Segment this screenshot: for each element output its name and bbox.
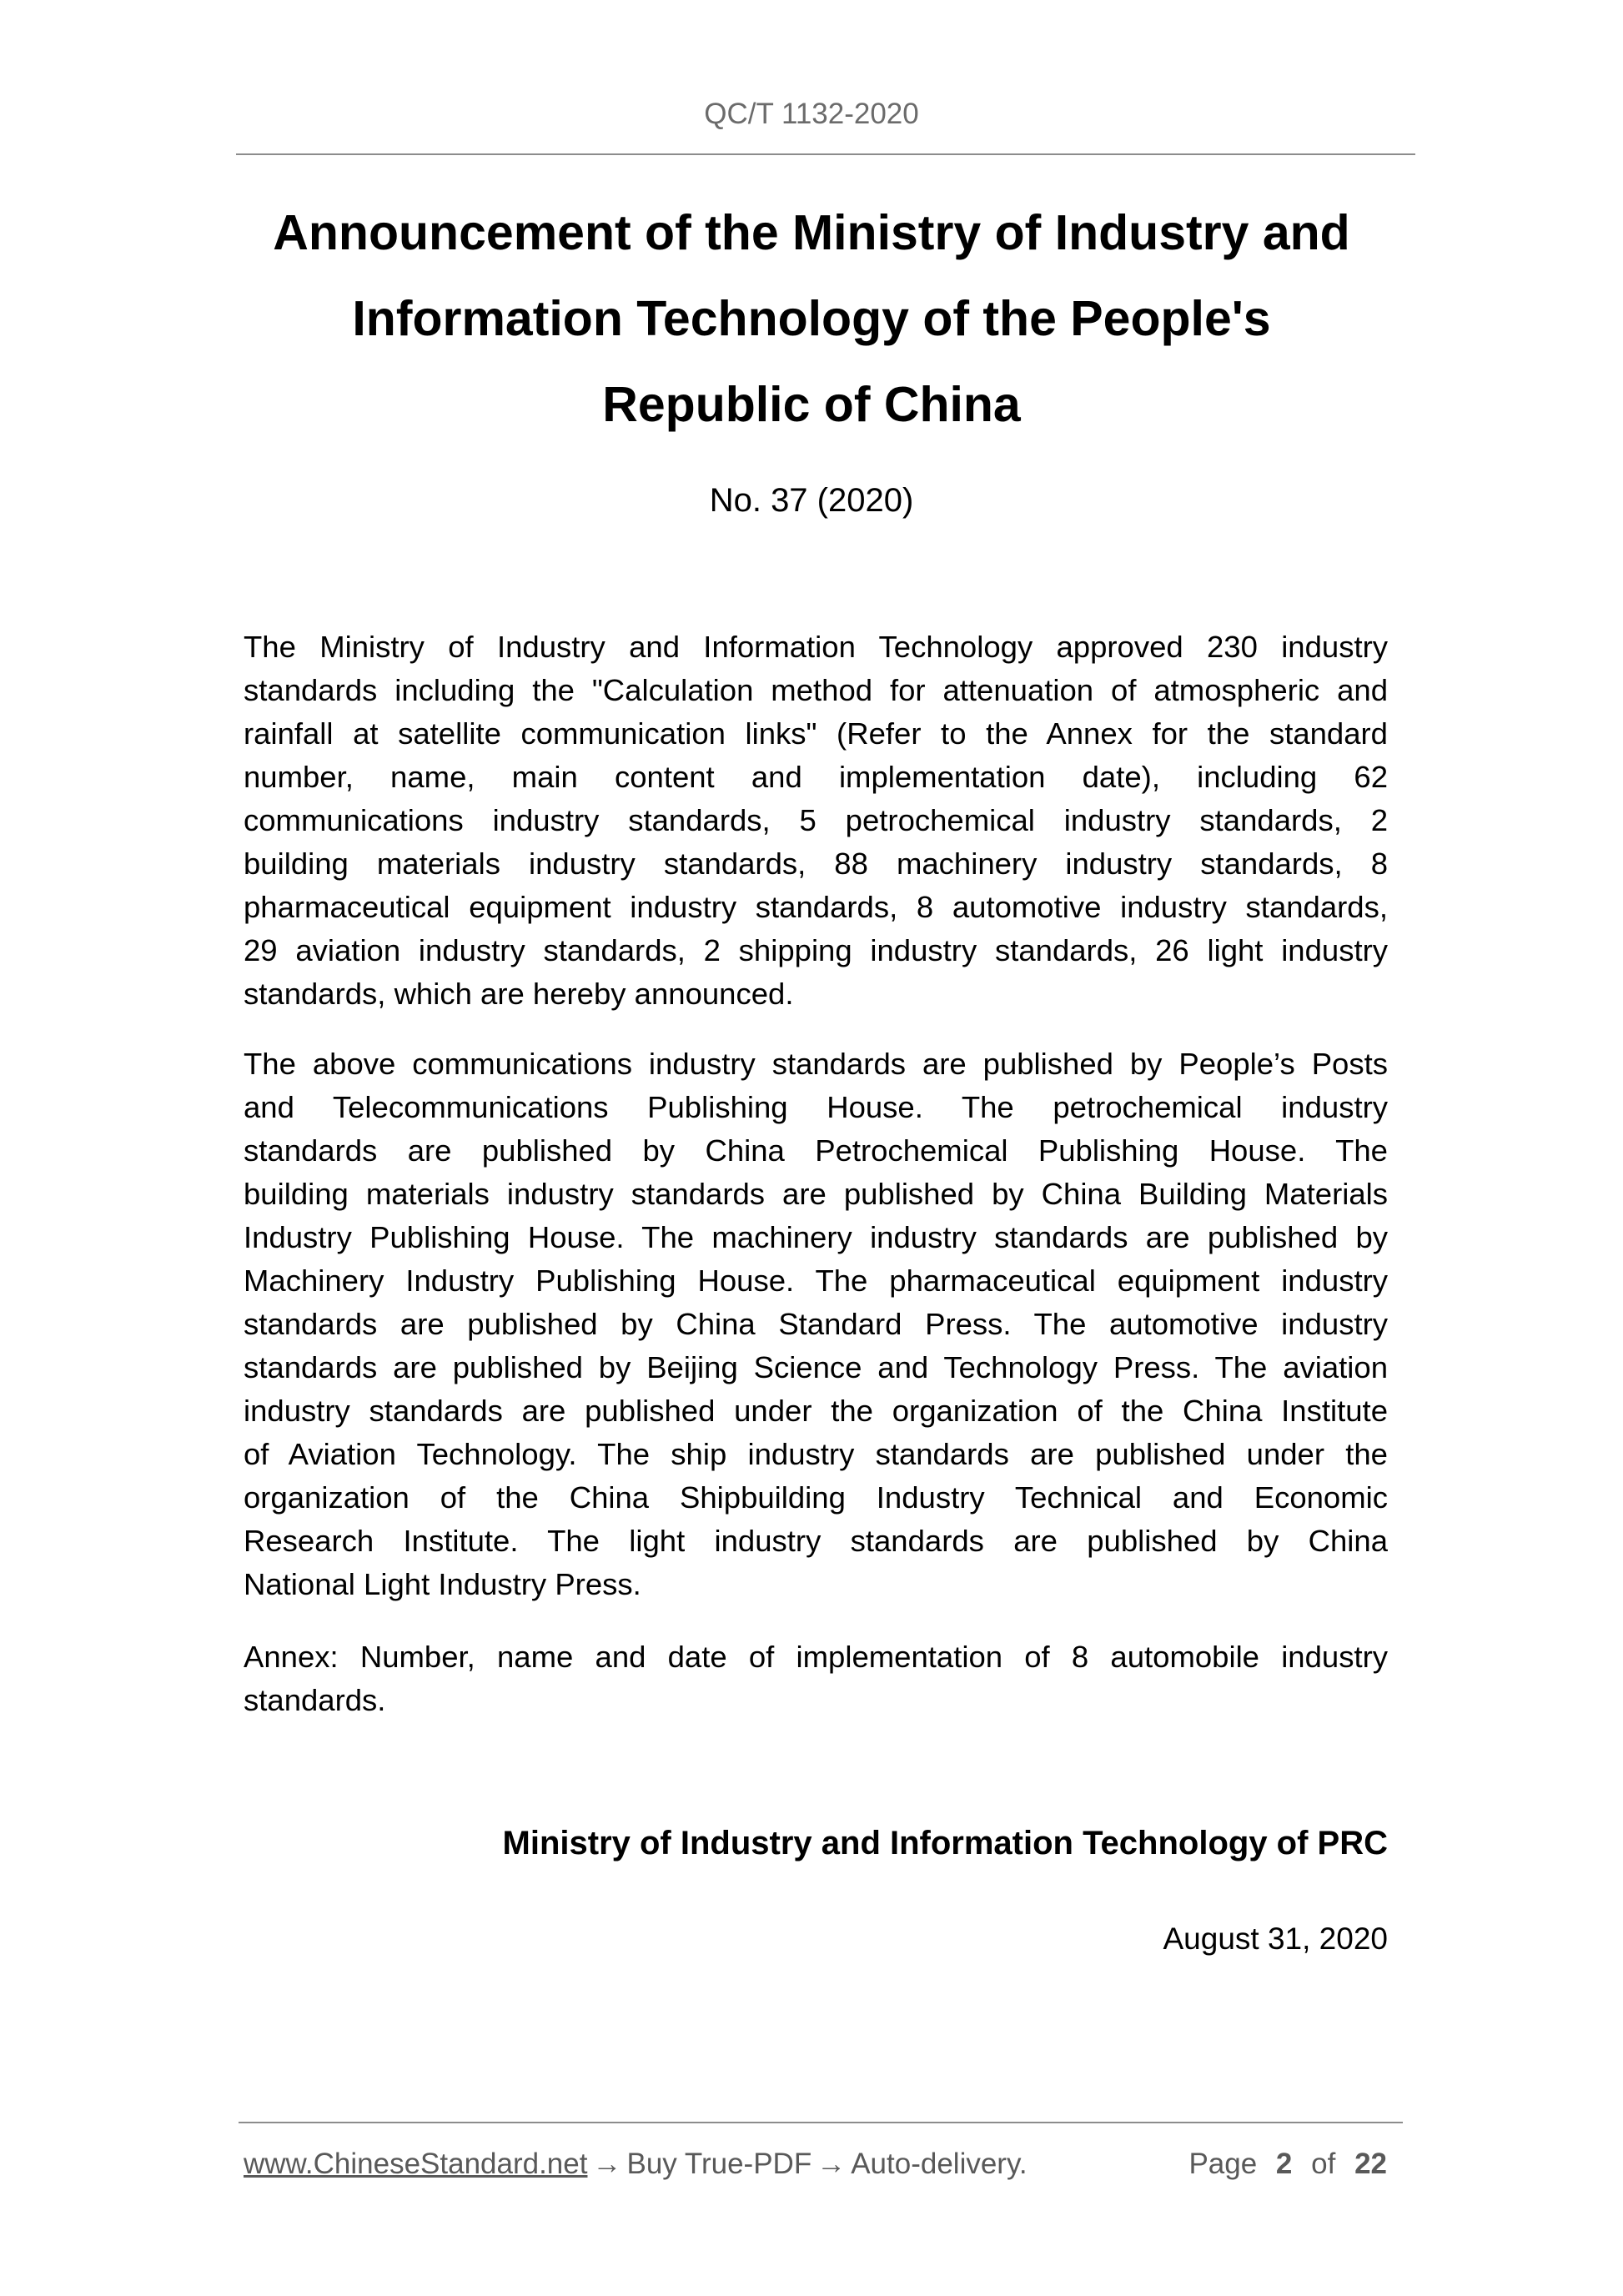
document-title xyxy=(0,190,1623,448)
paragraph-line: of Aviation Technology. The ship industry standards are published under the xyxy=(244,1437,1388,1471)
right-arrow-icon: → xyxy=(592,2148,622,2180)
footer-divider xyxy=(239,2122,1403,2123)
paragraph-line: and Telecommunications Publishing House. The petrochemical industry xyxy=(244,1090,1388,1124)
paragraph-line: standards. xyxy=(244,1683,386,1717)
paragraph-line: standards are published by China Petrochemical Publishing House. The xyxy=(244,1133,1388,1168)
paragraph-line: Research Institute. The light industry standards are published by China xyxy=(244,1524,1388,1558)
total-pages: 22 xyxy=(1354,2148,1387,2180)
footer-source xyxy=(244,2146,1028,2183)
title-line: Information Technology of the People's xyxy=(352,291,1271,346)
paragraph-line: Machinery Industry Publishing House. The pharmaceutical equipment industry xyxy=(244,1264,1388,1298)
right-arrow-icon: → xyxy=(817,2148,847,2180)
date-line: August 31, 2020 xyxy=(1163,1922,1388,1956)
website-link[interactable]: www.ChineseStandard.net xyxy=(244,2148,588,2180)
paragraph-line: standards including the "Calculation method for attenuation of atmospheric and xyxy=(244,673,1388,707)
title-line: Announcement of the Ministry of Industry and xyxy=(273,205,1350,260)
document-subtitle: No. 37 (2020) xyxy=(709,482,914,519)
paragraph-line: building materials industry standards, 88 machinery industry standards, 8 xyxy=(244,847,1388,881)
paragraph-line: National Light Industry Press. xyxy=(244,1567,641,1601)
title-line: Republic of China xyxy=(602,377,1021,432)
buy-pdf-label: Buy True-PDF xyxy=(626,2148,812,2180)
paragraph-annex xyxy=(244,1635,1388,1722)
paragraph-line: standards are published by China Standard Press. The automotive industry xyxy=(244,1307,1388,1341)
paragraph-line: The above communications industry standards are published by People’s Posts xyxy=(244,1047,1388,1081)
paragraph-line: pharmaceutical equipment industry standards, 8 automotive industry standards, xyxy=(244,890,1388,924)
page-indicator xyxy=(1188,2146,1387,2183)
paragraph-line: standards, which are hereby announced. xyxy=(244,977,794,1011)
paragraph-line: communications industry standards, 5 petrochemical industry standards, 2 xyxy=(244,803,1388,837)
paragraph-line: rainfall at satellite communication links" (Refer to the Annex for the standard xyxy=(244,716,1388,751)
header-divider xyxy=(236,153,1415,155)
page-label: Page xyxy=(1188,2148,1258,2180)
paragraph-line: Industry Publishing House. The machinery industry standards are published by xyxy=(244,1220,1388,1254)
paragraph-line: industry standards are published under the organization of the China Institute xyxy=(244,1394,1388,1428)
paragraph-line: number, name, main content and implementation date), including 62 xyxy=(244,760,1388,794)
signature-line: Ministry of Industry and Information Technology of PRC xyxy=(502,1825,1388,1861)
paragraph-publishers xyxy=(244,1042,1388,1606)
paragraph-line: standards are published by Beijing Science and Technology Press. The aviation xyxy=(244,1350,1388,1384)
paragraph-line: Annex: Number, name and date of implementation of 8 automobile industry xyxy=(244,1640,1388,1674)
paragraph-approval xyxy=(244,625,1388,1016)
paragraph-line: organization of the China Shipbuilding Industry Technical and Economic xyxy=(244,1480,1388,1515)
page-number: 2 xyxy=(1275,2148,1293,2180)
paragraph-line: building materials industry standards are published by China Building Materials xyxy=(244,1177,1388,1211)
doc-code-header: QC/T 1132-2020 xyxy=(704,98,919,130)
paragraph-line: 29 aviation industry standards, 2 shipping industry standards, 26 light industry xyxy=(244,933,1388,967)
of-label: of xyxy=(1311,2148,1336,2180)
paragraph-line: The Ministry of Industry and Information Technology approved 230 industry xyxy=(244,630,1388,664)
auto-delivery-label: Auto-delivery. xyxy=(851,2148,1028,2180)
